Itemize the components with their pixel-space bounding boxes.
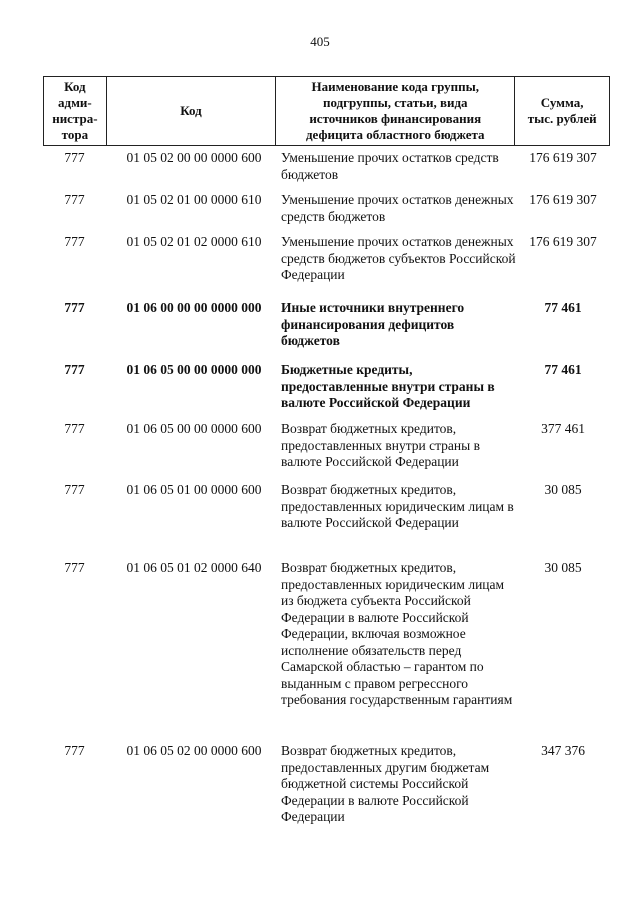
code-cell: 01 06 05 01 00 0000 600	[126, 482, 262, 497]
admin-code-cell: 777	[64, 743, 85, 758]
admin-code-cell: 777	[64, 362, 85, 377]
name-cell: Бюджетные кредиты, предоставленные внутри страны в валюте Российской Федерации	[281, 362, 495, 410]
name-cell: Иные источники внутреннего финансирования дефицитов бюджетов	[281, 300, 465, 348]
admin-code-cell: 777	[64, 192, 85, 207]
admin-code-cell: 777	[64, 560, 85, 575]
code-cell: 01 06 05 02 00 0000 600	[126, 743, 262, 758]
table-header	[43, 76, 610, 146]
table-row	[43, 482, 610, 532]
sum-cell: 30 085	[544, 560, 582, 575]
sum-cell: 377 461	[541, 421, 585, 436]
table-row	[43, 362, 610, 412]
admin-code-cell: 777	[64, 421, 85, 436]
table-row	[43, 421, 610, 471]
header-name: Наименование кода группы, подгруппы, статьи, вида источников финансирования дефицита областного бюджета	[276, 77, 515, 145]
name-cell: Уменьшение прочих остатков денежных средств бюджетов субъектов Российской Федерации	[281, 234, 516, 282]
table-row	[43, 743, 610, 826]
name-cell: Уменьшение прочих остатков средств бюджетов	[281, 150, 499, 182]
sum-cell: 30 085	[544, 482, 582, 497]
table-row	[43, 560, 610, 709]
page-number: 405	[310, 34, 330, 49]
admin-code-cell: 777	[64, 482, 85, 497]
sum-cell: 347 376	[541, 743, 585, 758]
code-cell: 01 06 05 01 02 0000 640	[126, 560, 262, 575]
header-admin-code: Код адми- нистра- тора	[44, 77, 107, 145]
code-cell: 01 06 05 00 00 0000 000	[126, 362, 262, 377]
header-sum: Сумма, тыс. рублей	[527, 95, 597, 126]
table-row	[43, 234, 610, 284]
name-cell: Возврат бюджетных кредитов, предоставленных внутри страны в валюте Российской Федерации	[281, 421, 480, 469]
header-code: Код	[107, 77, 276, 145]
sum-cell: 77 461	[544, 362, 582, 377]
table-row	[43, 150, 610, 183]
admin-code-cell: 777	[64, 300, 85, 315]
name-cell: Возврат бюджетных кредитов, предоставленных другим бюджетам бюджетной системы Российской Федерации в валюте Российской Федерации	[281, 743, 490, 824]
sum-cell: 176 619 307	[529, 192, 597, 207]
code-cell: 01 05 02 00 00 0000 600	[126, 150, 262, 165]
code-cell: 01 05 02 01 00 0000 610	[126, 192, 262, 207]
name-cell: Уменьшение прочих остатков денежных средств бюджетов	[281, 192, 514, 224]
table-row	[43, 192, 610, 225]
code-cell: 01 05 02 01 02 0000 610	[126, 234, 262, 249]
admin-code-cell: 777	[64, 234, 85, 249]
name-cell: Возврат бюджетных кредитов, предоставленных юридическим лицам из бюджета субъекта Российской Федерации в валюте Российской Федерации, включая возможное исполнение обязательств перед Самарской областью – гарантом по выданным с правом регрессного требования государственным гарантиям	[281, 560, 513, 707]
code-cell: 01 06 00 00 00 0000 000	[126, 300, 262, 315]
sum-cell: 176 619 307	[529, 150, 597, 165]
code-cell: 01 06 05 00 00 0000 600	[126, 421, 262, 436]
sum-cell: 77 461	[544, 300, 582, 315]
table-row	[43, 300, 610, 350]
sum-cell: 176 619 307	[529, 234, 597, 249]
admin-code-cell: 777	[64, 150, 85, 165]
name-cell: Возврат бюджетных кредитов, предоставленных юридическим лицам в валюте Российской Федерации	[281, 482, 514, 530]
